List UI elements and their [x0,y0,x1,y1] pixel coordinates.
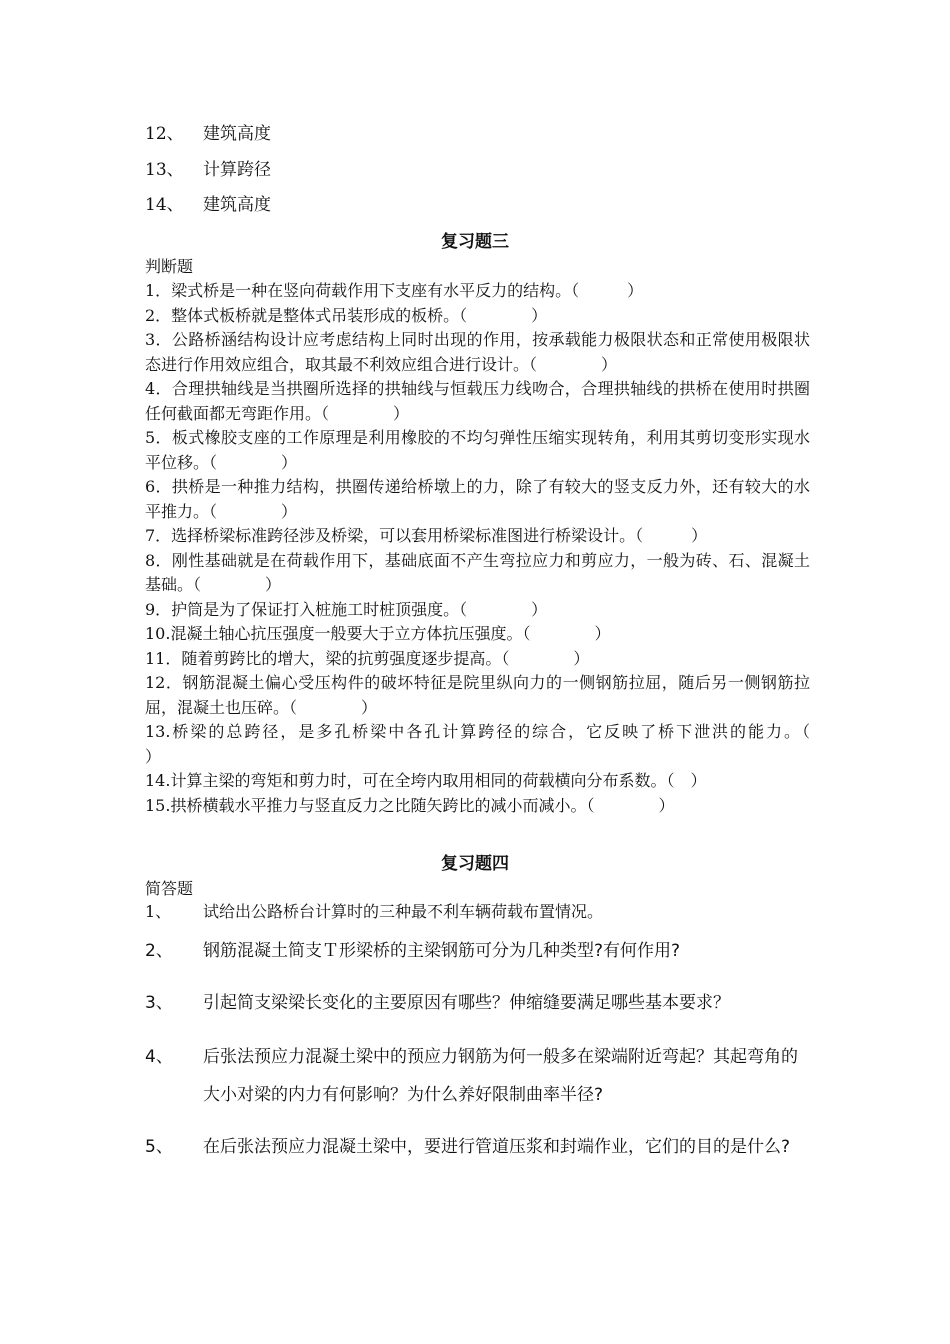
question-item: 6．拱桥是一种推力结构，拱圈传递给桥墩上的力，除了有较大的竖支反力外，还有较大的水平推力。（ ） [145,477,810,521]
question-item: 8．刚性基础就是在荷载作用下，基础底面不产生弯拉应力和剪应力，一般为砖、石、混凝土基础。（ ） [145,550,810,594]
item-number: 2、 [145,941,173,961]
list-item [145,154,805,190]
item-text: 建筑高度 [203,124,271,144]
short-answer-item [145,1128,810,1166]
list-item [145,118,805,154]
section-3-title: 复习题三 [441,232,509,252]
item-text: 钢筋混凝土简支Ｔ形梁桥的主梁钢筋可分为几种类型?有何作用? [203,941,681,961]
item-number: 1、 [145,902,172,921]
list-item [145,189,805,225]
question-item: 2．整体式板桥就是整体式吊装形成的板桥。（ ） [145,305,548,325]
question-item: 3．公路桥涵结构设计应考虑结构上同时出现的作用，按承载能力极限状态和正常使用极限状态进行作用效应组合，取其最不利效应组合进行设计。（ ） [145,330,810,374]
question-item: 15.拱桥横载水平推力与竖直反力之比随矢跨比的减小而减小。（ ） [145,795,675,815]
item-text: 后张法预应力混凝土梁中的预应力钢筋为何一般多在梁端附近弯起？其起弯角的大小对梁的内力有何影响？为什么养好限制曲率半径? [203,1047,798,1105]
question-item: 11．随着剪跨比的增大，梁的抗剪强度逐步提高。（ ） [145,648,590,668]
section-4-label: 简答题 [145,879,194,898]
item-text: 试给出公路桥台计算时的三种最不利车辆荷载布置情况。 [203,902,604,921]
short-answer-item [145,900,810,924]
item-number: 5、 [145,1137,173,1157]
answer-list [145,118,805,225]
question-item: 10.混凝土轴心抗压强度一般要大于立方体抗压强度。（ ） [145,624,611,643]
item-text: 计算跨径 [203,159,271,180]
item-number: 13、 [145,159,184,180]
question-item: 4．合理拱轴线是当拱圈所选择的拱轴线与恒载压力线吻合，合理拱轴线的拱桥在使用时拱圈任何截面都无弯距作用。（ ） [145,379,810,423]
question-item: 7．选择桥梁标准跨径涉及桥梁，可以套用桥梁标准图进行桥梁设计。（ ） [145,526,708,545]
item-number: 14、 [145,195,184,215]
item-number: 4、 [145,1047,173,1067]
item-text: 建筑高度 [203,195,271,215]
item-number: 12、 [145,124,184,144]
question-item: 12．钢筋混凝土偏心受压构件的破坏特征是院里纵向力的一侧钢筋拉屈，随后另一侧钢筋拉屈，混凝土也压碎。（ ） [145,673,810,717]
short-answer-item [145,984,810,1022]
item-text: 引起简支梁梁长变化的主要原因有哪些？伸缩缝要满足哪些基本要求？ [203,993,730,1013]
short-answer-item [145,932,810,970]
question-item: 9．护筒是为了保证打入桩施工时桩顶强度。（ ） [145,599,548,619]
question-item: 13.桥梁的总跨径，是多孔桥梁中各孔计算跨径的综合，它反映了桥下泄洪的能力。（ ） [145,722,875,766]
judgement-questions [145,279,875,818]
question-item: 5．板式橡胶支座的工作原理是利用橡胶的不均匀弹性压缩实现转角，利用其剪切变形实现水平位移。（ ） [145,428,810,472]
question-item: 1．梁式桥是一种在竖向荷载作用下支座有水平反力的结构。（ ） [145,281,644,300]
short-answer-item [145,1038,810,1114]
item-text: 在后张法预应力混凝土梁中，要进行管道压浆和封端作业，它们的目的是什么? [203,1137,791,1157]
section-3-label: 判断题 [145,257,194,276]
question-item: 14.计算主梁的弯矩和剪力时，可在全垮内取用相同的荷载横向分布系数。（ ） [145,771,707,790]
item-number: 3、 [145,993,173,1013]
section-4-title: 复习题四 [441,854,509,874]
